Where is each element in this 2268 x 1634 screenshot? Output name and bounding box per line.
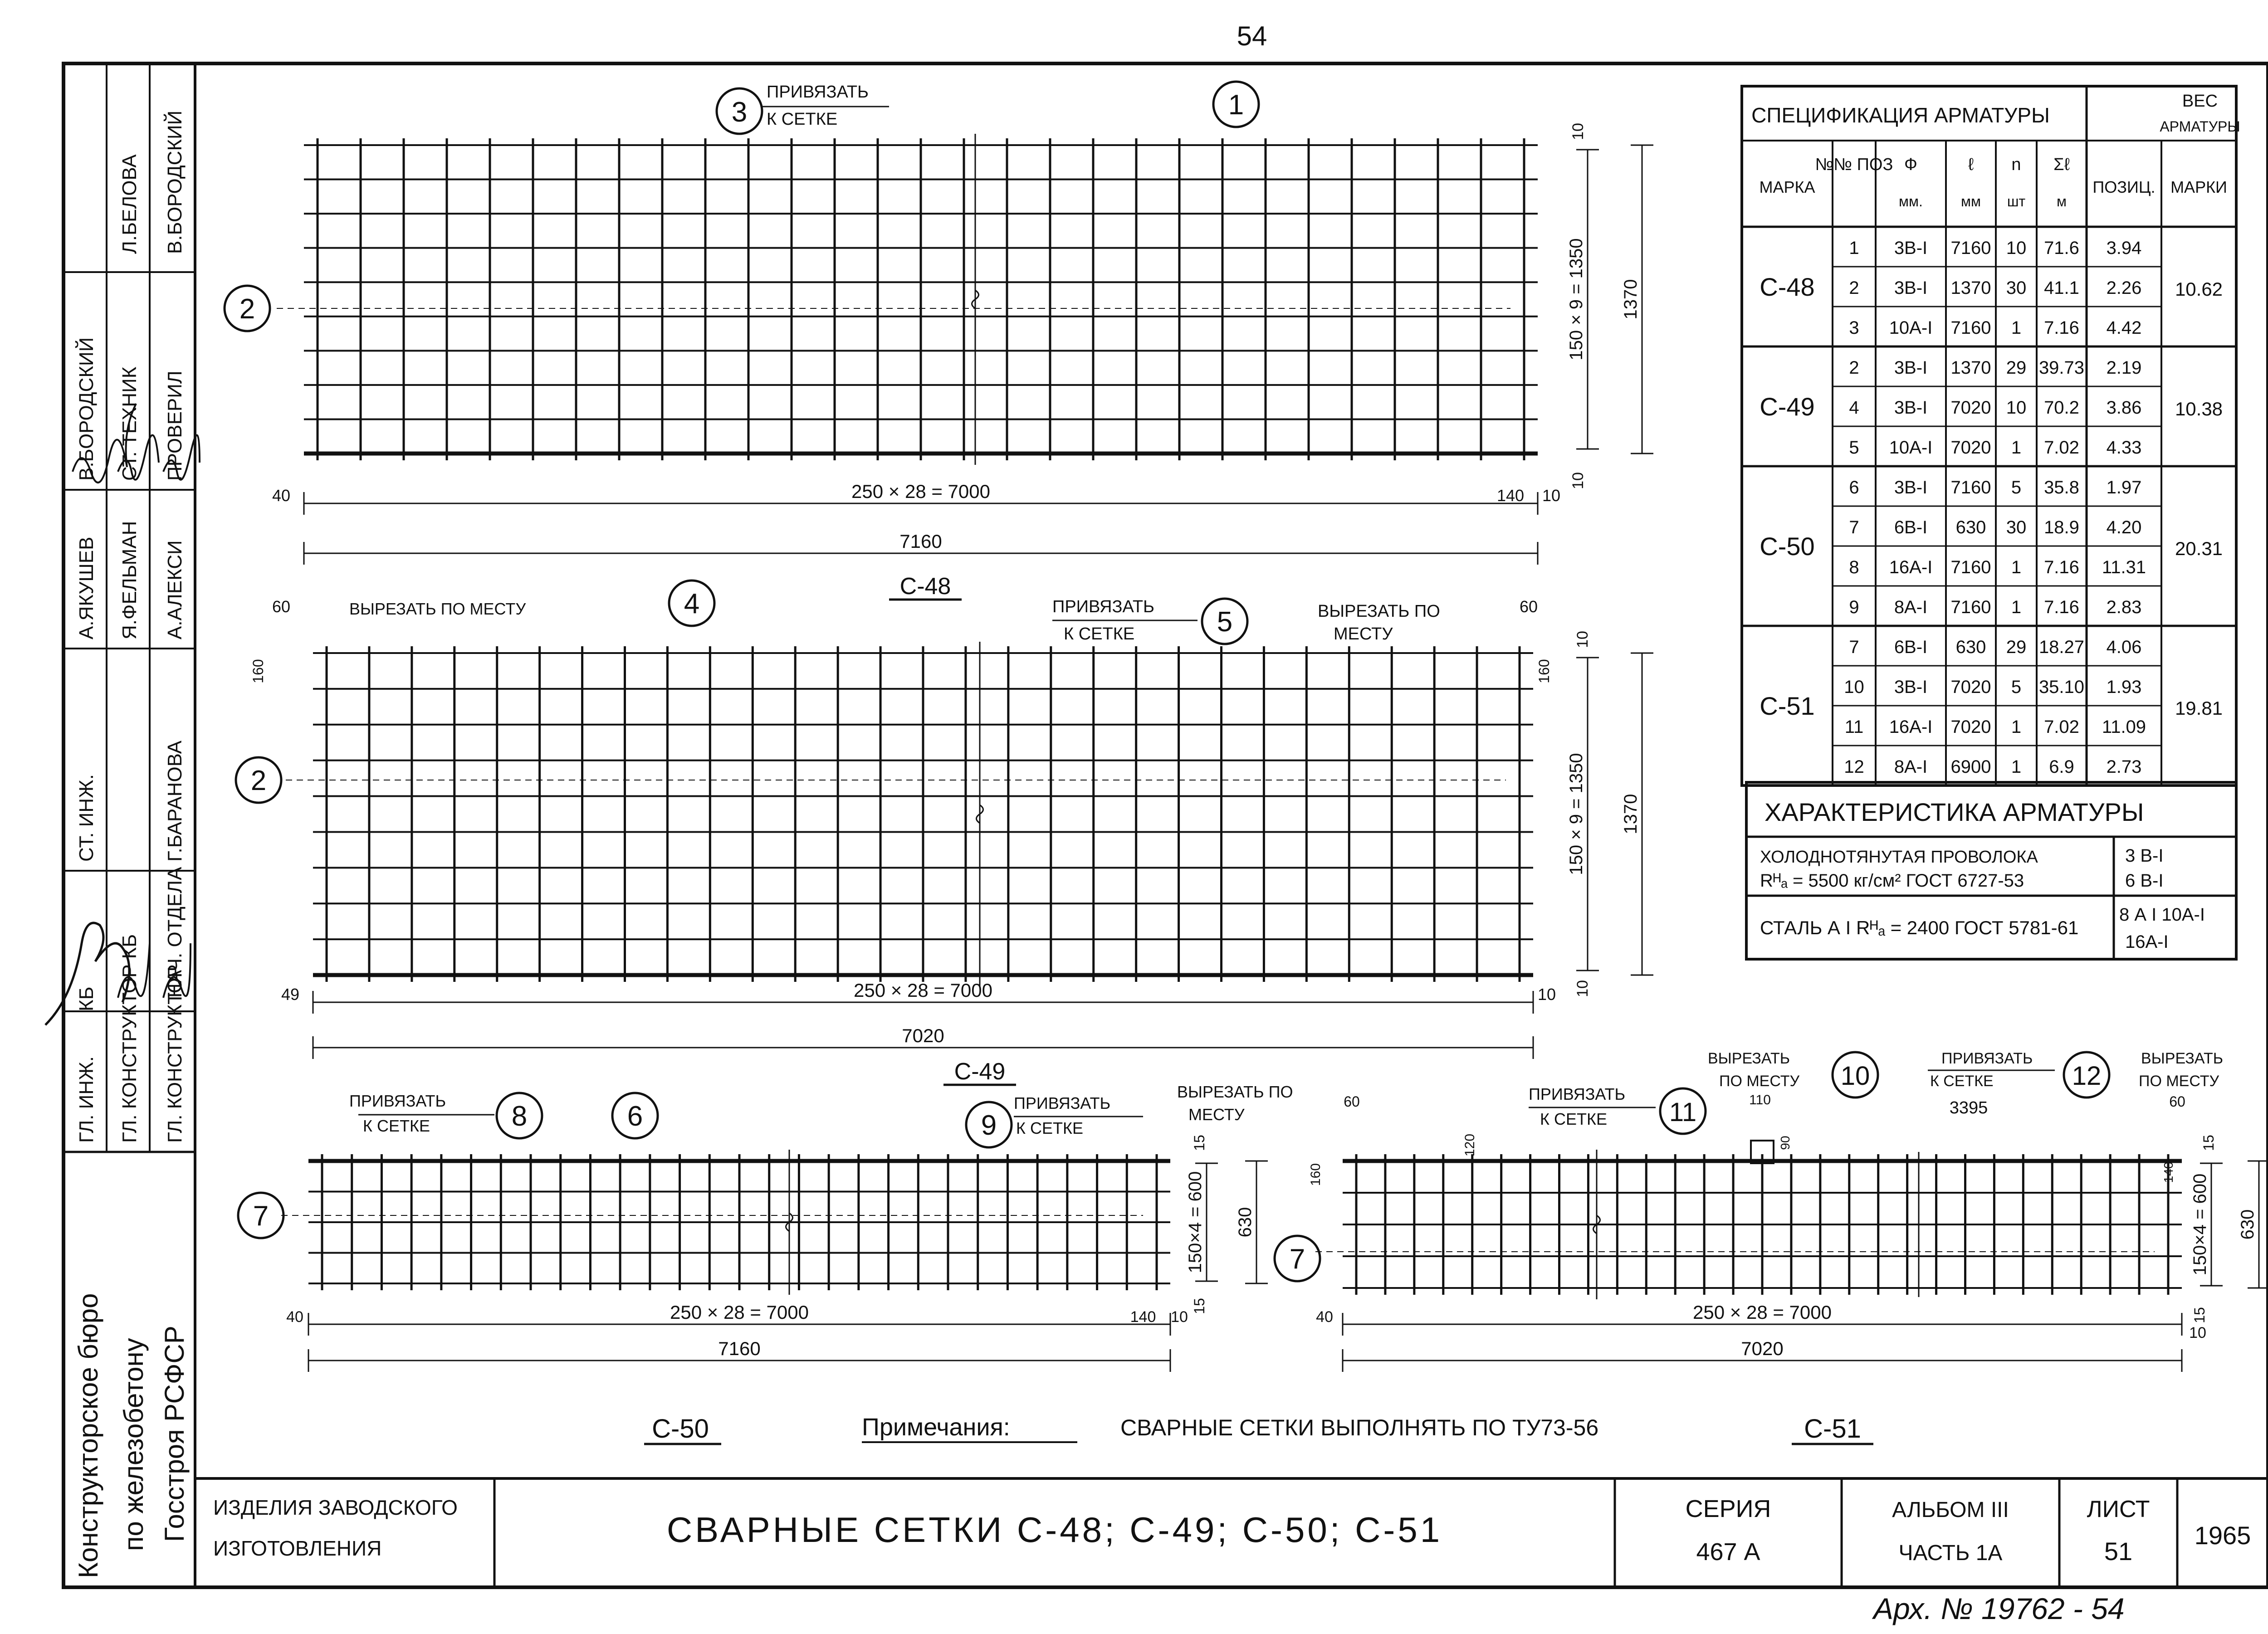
spec-cell: 18.9 (2044, 517, 2079, 537)
side-name-4: Л.БЕЛОВА (118, 154, 141, 254)
spec-cell: 7.02 (2044, 438, 2079, 458)
spec-marka: С-49 (1760, 392, 1815, 421)
spec-header: МАРКА (1759, 178, 1815, 196)
spec-cell: 16А-I (1889, 717, 1933, 737)
c48-dim-height-label: 1370 (1621, 279, 1641, 320)
archive-number: Арх. № 19762 - 54 (1873, 1592, 2125, 1625)
mesh-c49-label: С-49 (954, 1058, 1006, 1085)
c51-note-7: ВЫРЕЗАТЬ (2141, 1050, 2224, 1067)
spec-cell: 11.31 (2102, 557, 2146, 577)
char-row2-right-1: 8 А I 10А-I (2119, 905, 2205, 925)
spec-cell: 11 (1844, 717, 1864, 737)
spec-header: n (2011, 155, 2021, 174)
c51-dim-60a: 60 (1344, 1093, 1360, 1110)
tb-left-line1: ИЗДЕЛИЯ ЗАВОДСКОГО (213, 1496, 458, 1519)
c49-dim-cut-left: 60 (272, 597, 291, 616)
spec-title: СПЕЦИФИКАЦИЯ АРМАТУРЫ (1751, 103, 2050, 127)
char-row1-line1: ХОЛОДНОТЯНУТАЯ ПРОВОЛОКА (1760, 848, 2038, 867)
spec-cell: 3.94 (2106, 238, 2142, 258)
spec-cell: 12 (1844, 757, 1864, 777)
spec-cell: 2.73 (2106, 757, 2142, 777)
title-block (195, 1478, 2268, 1587)
c49-dim-spacing-label: 250 × 28 = 7000 (854, 980, 992, 1001)
spec-cell: 7020 (1950, 398, 1991, 418)
c51-note-5: ПРИВЯЗАТЬ (1941, 1050, 2033, 1067)
spec-cell: 8 (1849, 557, 1859, 577)
c49-dim-height-label: 1370 (1621, 794, 1641, 834)
spec-cell: 29 (2006, 637, 2027, 657)
spec-cell: 10 (1844, 677, 1864, 697)
callout-c51-10-label: 10 (1840, 1061, 1870, 1091)
notes-block (862, 1414, 1598, 1442)
side-role-2: СТ. ИНЖ. (75, 774, 98, 862)
c51-note-8: ПО МЕСТУ (2139, 1073, 2219, 1090)
spec-cell: 6.9 (2049, 757, 2074, 777)
spec-table (1742, 86, 2240, 785)
c51-dim-3395: 3395 (1949, 1098, 1988, 1117)
spec-cell: 3В-I (1894, 677, 1928, 697)
char-row2-right-2: 16А-I (2125, 932, 2169, 952)
spec-cell: 7160 (1950, 557, 1991, 577)
mesh-c51-label: С-51 (1804, 1414, 1861, 1444)
c48-note-1: ПРИВЯЗАТЬ (767, 83, 869, 102)
c51-dim-110: 110 (1749, 1093, 1771, 1107)
spec-cell: 7160 (1950, 238, 1991, 258)
c51-dim-120: 120 (1462, 1133, 1477, 1157)
side-stamp (45, 63, 200, 1578)
spec-header: ℓ (1968, 155, 1974, 174)
spec-cell: 9 (1849, 597, 1859, 617)
c49-note-3: ВЫРЕЗАТЬ ПО (1318, 602, 1440, 621)
spec-cell: 5 (1849, 438, 1859, 458)
c49-note-4: МЕСТУ (1334, 624, 1393, 644)
char-row2: СТАЛЬ А I Rᴴₐ = 2400 ГОСТ 5781-61 (1760, 917, 2079, 938)
spec-cell: 7020 (1950, 438, 1991, 458)
spec-cell: 30 (2006, 517, 2027, 537)
c48-note-2: К СЕТКЕ (767, 110, 838, 129)
c49-dim-cut-h-left: 160 (250, 659, 266, 683)
spec-weight-sub: АРМАТУРЫ (2160, 118, 2240, 135)
c50-note-6: МЕСТУ (1188, 1105, 1245, 1124)
c49-dim-pitch-label: 150 × 9 = 1350 (1566, 753, 1586, 875)
spec-cell: 3.86 (2106, 398, 2142, 418)
spec-header: МАРКИ (2170, 178, 2227, 196)
spec-total: 10.62 (2175, 278, 2223, 300)
mesh-c50 (281, 1135, 1268, 1372)
spec-cell: 16А-I (1889, 557, 1933, 577)
c50-dim-top: 15 (1191, 1135, 1207, 1151)
spec-cell: 2.19 (2106, 358, 2142, 378)
callout-c48-1-label: 1 (1228, 89, 1244, 121)
spec-cell: 3 (1849, 318, 1859, 338)
spec-cell: 1 (1849, 238, 1859, 258)
tb-sheet-label: ЛИСТ (2087, 1496, 2150, 1522)
spec-subheader: шт (2007, 193, 2026, 210)
c50-dim-left: 40 (286, 1308, 303, 1326)
c51-note-3: ВЫРЕЗАТЬ (1708, 1050, 1790, 1067)
spec-cell: 8А-I (1894, 597, 1928, 617)
char-row1-line2: Rᴴₐ = 5500 кг/см² ГОСТ 6727-53 (1760, 871, 2024, 891)
spec-subheader: мм. (1899, 193, 1923, 210)
tb-album: АЛЬБОМ III (1892, 1498, 2009, 1522)
spec-cell: 3В-I (1894, 358, 1928, 378)
c48-dim-left: 40 (272, 486, 291, 505)
spec-cell: 7020 (1950, 717, 1991, 737)
c49-dim-cut-right: 60 (1519, 597, 1538, 616)
org-line-1: Конструкторское бюро (73, 1293, 103, 1578)
c50-dim-right: 140 (1130, 1308, 1156, 1326)
side-role-6: НАЧ. ОТДЕЛА (164, 867, 186, 998)
c48-dim-top: 10 (1569, 123, 1587, 140)
spec-cell: 7 (1849, 637, 1859, 657)
spec-total: 20.31 (2175, 538, 2223, 559)
tb-title: СВАРНЫЕ СЕТКИ С-48; С-49; С-50; С-51 (666, 1510, 1443, 1550)
spec-cell: 7.16 (2044, 318, 2079, 338)
callout-c51-11-label: 11 (1669, 1097, 1697, 1127)
spec-weight-title: ВЕС (2182, 92, 2218, 111)
spec-cell: 1370 (1950, 278, 1991, 298)
c51-dim-height-label: 630 (2238, 1209, 2258, 1240)
callout-c50-9-label: 9 (981, 1110, 997, 1141)
c49-dim-cut-h-right: 160 (1536, 659, 1552, 683)
c50-note-1: ПРИВЯЗАТЬ (349, 1092, 446, 1110)
spec-cell: 7020 (1950, 677, 1991, 697)
callout-c49-5-label: 5 (1217, 606, 1233, 638)
c50-dim-pitch-label: 150×4 = 600 (1185, 1171, 1205, 1273)
c50-note-4: К СЕТКЕ (1016, 1119, 1083, 1137)
side-role-1: ГЛ. ИНЖ. (75, 1056, 98, 1143)
spec-cell: 630 (1955, 517, 1986, 537)
spec-cell: 10 (2006, 238, 2027, 258)
spec-cell: 35.10 (2038, 677, 2085, 697)
char-table (1746, 782, 2236, 959)
spec-cell: 2.83 (2106, 597, 2142, 617)
spec-subheader: мм (1961, 193, 1981, 210)
spec-cell: 6В-I (1894, 637, 1928, 657)
page-number: 54 (1237, 21, 1267, 51)
c51-note-4: ПО МЕСТУ (1719, 1073, 1800, 1090)
spec-cell: 39.73 (2038, 358, 2085, 378)
c49-dim-total-label: 7020 (902, 1025, 944, 1046)
side-name-1: В.БОРОДСКИЙ (75, 337, 98, 481)
spec-cell: 3В-I (1894, 478, 1928, 498)
spec-marka: С-51 (1760, 692, 1815, 720)
spec-cell: 71.6 (2044, 238, 2079, 258)
spec-header: Ф (1904, 155, 1917, 174)
spec-cell: 4.06 (2106, 637, 2142, 657)
mesh-c48-label: С-48 (899, 573, 951, 600)
spec-cell: 4.33 (2106, 438, 2142, 458)
mesh-c51 (1308, 1093, 2268, 1372)
char-table-title: ХАРАКТЕРИСТИКА АРМАТУРЫ (1765, 798, 2144, 826)
c51-note-2: К СЕТКЕ (1540, 1110, 1607, 1128)
c51-dim-bottom: 15 (2191, 1307, 2208, 1323)
spec-cell: 8А-I (1894, 757, 1928, 777)
spec-cell: 1.93 (2106, 677, 2142, 697)
side-name-5: Я.ФЕЛЬМАН (118, 521, 141, 639)
spec-cell: 3В-I (1894, 398, 1928, 418)
side-name-7: В.БОРОДСКИЙ (164, 110, 186, 254)
c50-dim-total-label: 7160 (718, 1338, 761, 1359)
c51-dim-total-label: 7020 (1741, 1338, 1784, 1359)
spec-total: 10.38 (2175, 398, 2223, 419)
spec-header: ПОЗИЦ. (2092, 178, 2156, 196)
callout-c51-12-label: 12 (2072, 1061, 2102, 1091)
spec-cell: 10А-I (1889, 438, 1933, 458)
mesh-c48 (272, 123, 1653, 565)
c51-dim-spacing-label: 250 × 28 = 7000 (1693, 1302, 1832, 1323)
side-role-kb: КБ (75, 986, 98, 1011)
org-line-3: Госстроя РСФСР (159, 1326, 190, 1542)
spec-total: 19.81 (2175, 697, 2223, 719)
spec-marka: С-50 (1760, 532, 1815, 561)
side-name-8: Г.БАРАНОВА (164, 741, 186, 862)
c50-dim-spacing-label: 250 × 28 = 7000 (670, 1302, 809, 1323)
c48-dim-right: 140 (1496, 486, 1525, 505)
mesh-c50-annotations (238, 1083, 1293, 1444)
side-role-5: СТ. ТЕХНИК (118, 366, 141, 481)
spec-cell: 630 (1955, 637, 1986, 657)
mesh-c48-annotations (225, 82, 1259, 600)
c51-dim-140: 140 (2161, 1161, 2175, 1183)
mesh-c50-label: С-50 (652, 1414, 709, 1444)
spec-cell: 1370 (1950, 358, 1991, 378)
spec-cell: 1.97 (2106, 478, 2142, 498)
c50-dim-edge: 10 (1171, 1308, 1188, 1326)
spec-cell: 6900 (1950, 757, 1991, 777)
c50-dim-height-label: 630 (1235, 1207, 1255, 1238)
c50-note-2: К СЕТКЕ (363, 1117, 430, 1135)
side-role-7b: ПРОВЕРИЛ (164, 371, 186, 481)
spec-cell: 11.09 (2102, 717, 2146, 737)
c50-note-5: ВЫРЕЗАТЬ ПО (1177, 1083, 1293, 1101)
c51-note-6: К СЕТКЕ (1930, 1073, 1994, 1090)
side-name-6: А.АЛЕКСИ (164, 540, 186, 639)
c51-dim-left: 40 (1316, 1308, 1333, 1326)
spec-cell: 7 (1849, 517, 1859, 537)
callout-c50-7-label: 7 (253, 1200, 269, 1232)
spec-header: Σℓ (2053, 155, 2070, 174)
spec-cell: 30 (2006, 278, 2027, 298)
spec-cell: 3В-I (1894, 238, 1928, 258)
spec-cell: 4.42 (2106, 318, 2142, 338)
spec-cell: 7160 (1950, 597, 1991, 617)
c48-dim-pitch-label: 150 × 9 = 1350 (1566, 238, 1586, 361)
side-role-7: ГЛ. КОНСТРУКТОР (164, 964, 186, 1143)
c49-dim-left: 49 (281, 985, 300, 1004)
spec-cell: 2.26 (2106, 278, 2142, 298)
spec-cell: 3В-I (1894, 278, 1928, 298)
spec-cell: 5 (2011, 478, 2022, 498)
c48-dim-spacing-label: 250 × 28 = 7000 (851, 481, 990, 502)
spec-cell: 41.1 (2044, 278, 2079, 298)
tb-series-label: СЕРИЯ (1685, 1495, 1771, 1522)
spec-cell: 1 (2011, 597, 2022, 617)
spec-cell: 2 (1849, 278, 1859, 298)
c49-note-cut-left: ВЫРЕЗАТЬ ПО МЕСТУ (349, 600, 526, 618)
c51-dim-90: 90 (1778, 1136, 1792, 1150)
c51-dim-60b: 60 (2169, 1093, 2185, 1110)
spec-cell: 7.02 (2044, 717, 2079, 737)
callout-c49-2-label: 2 (250, 765, 267, 796)
spec-cell: 1 (2011, 318, 2022, 338)
note-text: СВАРНЫЕ СЕТКИ ВЫПОЛНЯТЬ ПО ТУ73-56 (1120, 1415, 1599, 1440)
org-line-2: по железобетону (118, 1338, 149, 1551)
spec-cell: 7160 (1950, 318, 1991, 338)
spec-cell: 29 (2006, 358, 2027, 378)
mesh-c49 (250, 597, 1653, 1059)
callout-c50-8-label: 8 (511, 1101, 528, 1132)
c49-note-2: К СЕТКЕ (1064, 624, 1135, 644)
char-row1-right-1: 3 В-I (2125, 846, 2164, 866)
callout-c50-6-label: 6 (627, 1101, 643, 1132)
c48-dim-bottom: 10 (1569, 472, 1587, 489)
spec-cell: 5 (2011, 677, 2022, 697)
spec-cell: 10 (2006, 398, 2027, 418)
spec-cell: 1 (2011, 757, 2022, 777)
spec-cell: 35.8 (2044, 478, 2079, 498)
c49-note-1: ПРИВЯЗАТЬ (1052, 597, 1154, 616)
c51-dim-top: 15 (2200, 1135, 2217, 1151)
spec-cell: 18.27 (2038, 637, 2085, 657)
spec-cell: 4 (1849, 398, 1859, 418)
char-row1-right-2: 6 В-I (2125, 871, 2164, 891)
spec-subheader: м (2057, 193, 2067, 210)
c51-note-1: ПРИВЯЗАТЬ (1529, 1085, 1626, 1103)
tb-sheet-value: 51 (2104, 1537, 2133, 1566)
tb-left-line2: ИЗГОТОВЛЕНИЯ (213, 1536, 382, 1560)
c48-dim-edge: 10 (1542, 486, 1561, 505)
tb-series-value: 467 А (1696, 1538, 1760, 1566)
spec-cell: 2 (1849, 358, 1859, 378)
c48-dim-total-label: 7160 (899, 531, 942, 552)
c50-note-3: ПРИВЯЗАТЬ (1014, 1094, 1111, 1112)
spec-cell: 70.2 (2044, 398, 2079, 418)
spec-cell: 1 (2011, 717, 2022, 737)
spec-cell: 10А-I (1889, 318, 1933, 338)
spec-cell: 7160 (1950, 478, 1991, 498)
side-role-3: ГЛ. КОНСТРУКТОР КБ (118, 934, 141, 1143)
spec-cell: 1 (2011, 438, 2022, 458)
spec-cell: 6В-I (1894, 517, 1928, 537)
spec-cell: 7.16 (2044, 597, 2079, 617)
callout-c48-2-label: 2 (239, 293, 255, 325)
side-name-2: А.ЯКУШЕВ (75, 537, 98, 639)
c49-dim-top: 10 (1574, 631, 1591, 648)
spec-cell: 1 (2011, 557, 2022, 577)
callout-c51-7-label: 7 (1289, 1244, 1305, 1275)
callout-c49-4-label: 4 (684, 588, 700, 619)
c51-dim-160: 160 (1308, 1163, 1323, 1186)
c49-dim-right: 10 (1537, 985, 1556, 1004)
c50-dim-bottom: 15 (1191, 1298, 1207, 1314)
spec-cell: 7.16 (2044, 557, 2079, 577)
c49-dim-bottom: 10 (1574, 980, 1591, 997)
tb-part: ЧАСТЬ 1А (1898, 1541, 2003, 1565)
spec-header: №№ ПОЗ (1815, 155, 1893, 174)
callout-c48-3-label: 3 (731, 97, 748, 128)
note-label: Примечания: (862, 1414, 1010, 1441)
spec-cell: 6 (1849, 478, 1859, 498)
spec-cell: 4.20 (2106, 517, 2142, 537)
tb-year: 1965 (2194, 1521, 2251, 1550)
c51-dim-pitch-label: 150×4 = 600 (2190, 1173, 2210, 1276)
spec-marka: С-48 (1760, 273, 1815, 301)
c51-dim-right: 10 (2189, 1324, 2206, 1341)
